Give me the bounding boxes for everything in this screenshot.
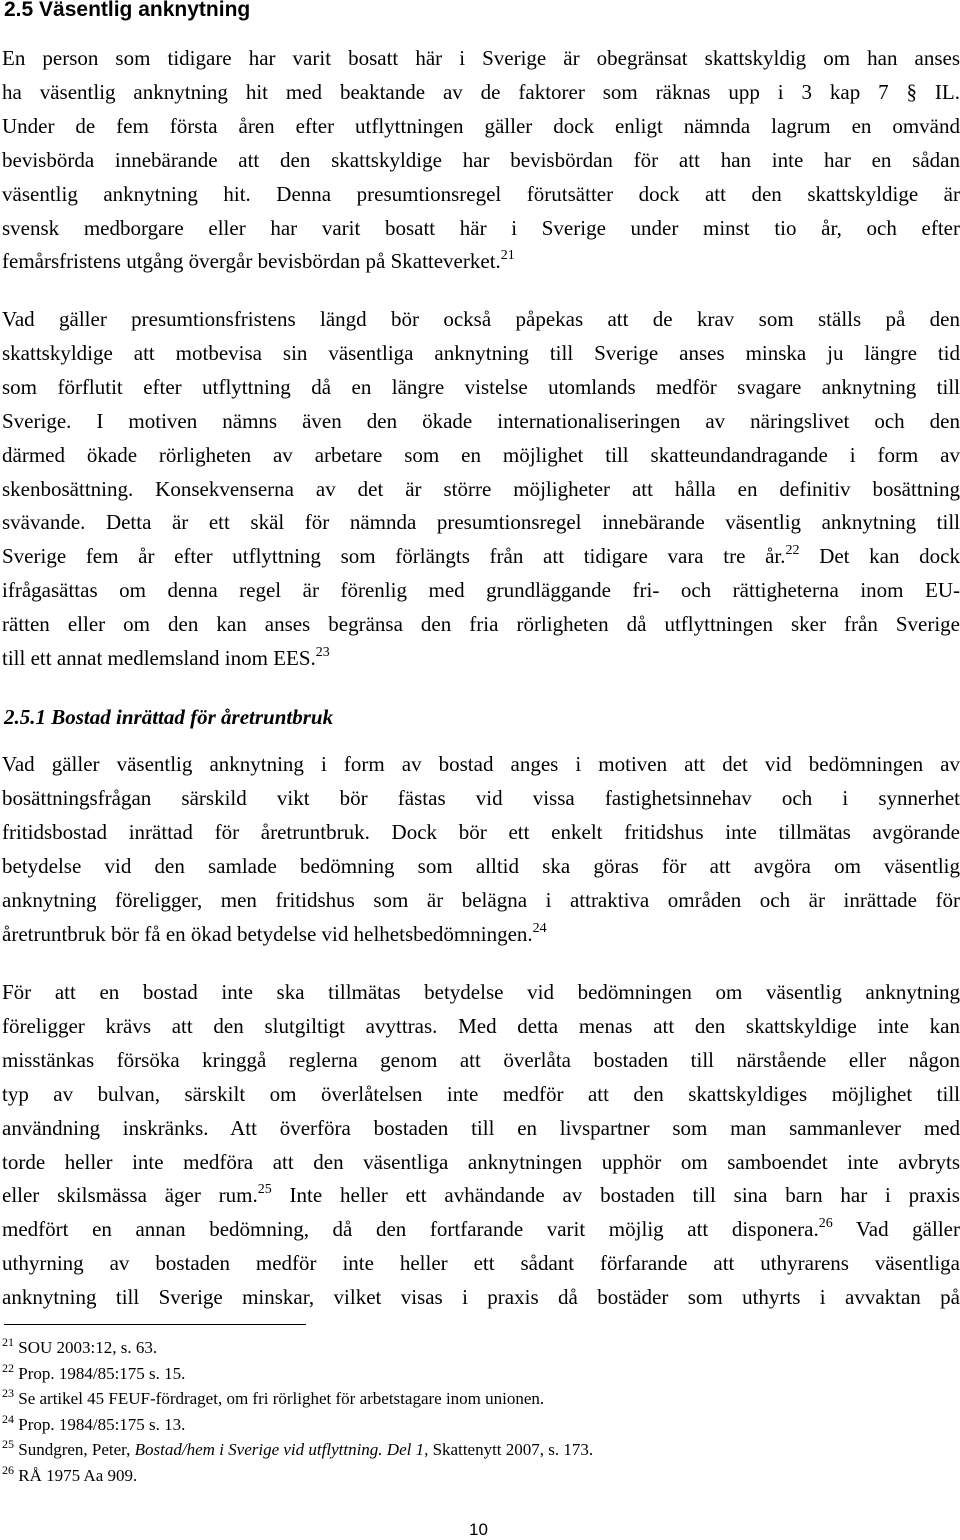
paragraph-line: ifrågasättas om denna regel är förenlig med grundläggande fri- och rättigheterna inom EU- (2, 578, 960, 603)
paragraph-line (2, 1213, 960, 1247)
paragraph-line: uthyrning av bostaden medför inte heller ett sådant förfarande att uthyrarens väsentliga (2, 1251, 960, 1276)
paragraph-line: som förflutit efter utflyttning då en längre vistelse utomlands medför svagare anknytning till (2, 374, 960, 399)
paragraph-line: misstänkas försöka kringgå reglerna genom att överlåta bostaden till närstående eller någon (2, 1047, 960, 1072)
footnote-ref[interactable]: 23 (315, 645, 330, 661)
paragraph-line: Sverige. I motiven nämns även den ökade internationaliseringen av näringslivet och den (2, 408, 960, 433)
paragraph-line: bevisbörda innebärande att den skattskyldige har bevisbördan för att han inte har en sådan (2, 147, 960, 172)
paragraph-line: bosättningsfrågan särskild vikt bör fästas vid vissa fastighetsinnehav och i synnerhet (2, 785, 960, 810)
footnote-text: Se artikel 45 FEUF-fördraget, om fri rörlighet för arbetstagare inom unionen. (18, 1389, 545, 1408)
line-text: Inte heller ett avhändande av bostaden till sina barn har i praxis (271, 1183, 960, 1208)
paragraph-line: ha väsentlig anknytning hit med beaktande av de faktorer som räknas upp i 3 kap 7 § IL. (2, 79, 960, 104)
paragraph-line: svävande. Detta är ett skäl för nämnda presumtionsregel innebärande väsentlig anknytning till (2, 510, 960, 535)
footnote-number: 22 (2, 1360, 14, 1375)
paragraph-line: användning inskränks. Att överföra bostaden till en livspartner som man sammanlever med (2, 1115, 960, 1140)
paragraph-line (2, 245, 960, 279)
paragraph-line: väsentlig anknytning hit. Denna presumtionsregel förutsätter dock att den skattskyldige är (2, 181, 960, 206)
paragraph-line: Under de fem första åren efter utflyttningen gäller dock enligt nämnda lagrum en omvänd (2, 113, 960, 138)
line-text: eller skilsmässa äger rum. (2, 1183, 258, 1208)
footnote-ref[interactable]: 25 (257, 1182, 272, 1198)
paragraph-line: skattskyldige att motbevisa sin väsentliga anknytning till Sverige anses minska ju längre tid (2, 340, 960, 365)
line-text: till ett annat medlemsland inom EES. (2, 646, 316, 671)
line-text: åretruntbruk bör få en ökad betydelse vid helhetsbedömningen. (2, 921, 533, 946)
footnote (2, 1437, 593, 1463)
footnote-number: 24 (2, 1411, 14, 1426)
footnote-text: RÅ 1975 Aa 909. (18, 1465, 138, 1485)
paragraph-line: typ av bulvan, särskilt om överlåtelsen inte medför att den skattskyldiges möjlighet till (2, 1081, 960, 1106)
paragraph-line: rätten eller om den kan anses begränsa den fria rörligheten då utflyttningen sker från Sverige (2, 612, 960, 637)
footnote (2, 1386, 593, 1412)
line-text: Sverige fem år efter utflyttning som förlängts från att tidigare vara tre år. (2, 544, 786, 569)
paragraph-line: föreligger krävs att den slutgiltigt avyttras. Med detta menas att den skattskyldige inte kan (2, 1013, 960, 1038)
paragraph-line: En person som tidigare har varit bosatt här i Sverige är obegränsat skattskyldig om han anses (2, 46, 960, 70)
footnote-ref[interactable]: 26 (818, 1216, 833, 1232)
footnote-separator (4, 1324, 306, 1325)
paragraph-line: Vad gäller presumtionsfristens längd bör också påpekas att de krav som ställs på den (2, 307, 960, 331)
footnote-ref[interactable]: 22 (785, 543, 800, 559)
footnote-number: 26 (2, 1462, 14, 1477)
section-heading: 2.5 Väsentlig anknytning (4, 0, 251, 21)
footnote (2, 1335, 593, 1361)
paragraph-line: För att en bostad inte ska tillmätas betydelse vid bedömningen om väsentlig anknytning (2, 980, 960, 1004)
footnote (2, 1463, 593, 1489)
footnote-title: Bostad/hem i Sverige vid utflyttning. Del 1 (134, 1440, 425, 1459)
footnote-text: SOU 2003:12, s. 63. (18, 1338, 158, 1357)
paragraph-line: svensk medborgare eller har varit bosatt här i Sverige under minst tio år, och efter (2, 215, 960, 240)
footnote-text: Prop. 1984/85:175 s. 13. (18, 1414, 186, 1434)
paragraph-line: betydelse vid den samlade bedömning som alltid ska göras för att avgöra om väsentlig (2, 853, 960, 878)
paragraph-line (2, 642, 960, 676)
paragraph-4 (2, 976, 960, 1315)
footnote-ref[interactable]: 24 (532, 920, 547, 936)
footnote-number: 25 (2, 1437, 14, 1451)
paragraph-3 (2, 748, 960, 951)
line-text: medfört en annan bedömning, då den fortfarande varit möjlig att disponera. (2, 1217, 819, 1242)
page-number: 10 (469, 1520, 488, 1539)
footnote-text: Sundgren, Peter, (18, 1440, 135, 1459)
footnote-text: , Skattenytt 2007, s. 173. (424, 1440, 594, 1459)
paragraph-line: fritidsbostad inrättad för åretruntbruk. Dock bör ett enkelt fritidshus inte tillmätas avgörande (2, 819, 960, 844)
paragraph-line: torde heller inte medföra att den väsentliga anknytningen upphör om samboendet inte avbryts (2, 1149, 960, 1174)
paragraph-1 (2, 42, 960, 279)
subsection-heading: 2.5.1 Bostad inrättad för åretruntbruk (4, 705, 334, 729)
footnote-number: 21 (2, 1335, 14, 1349)
footnote-ref[interactable]: 21 (500, 248, 515, 264)
paragraph-2 (2, 303, 960, 676)
paragraph-line: Vad gäller väsentlig anknytning i form av bostad anges i motiven att det vid bedömningen av (2, 752, 960, 776)
line-text: femårsfristens utgång övergår bevisbördan på Skatteverket. (2, 249, 501, 274)
paragraph-line (2, 918, 960, 952)
paragraph-line: anknytning till Sverige minskar, vilket visas i praxis då bostäder som uthyrts i avvaktan på (2, 1285, 960, 1310)
line-text: Det kan dock (799, 544, 960, 569)
paragraph-line (2, 540, 960, 574)
footnotes (2, 1335, 593, 1488)
footnote (2, 1361, 593, 1387)
paragraph-line: anknytning föreligger, men fritidshus som är belägna i attraktiva områden och är inrättade för (2, 887, 960, 912)
paragraph-line: skenbosättning. Konsekvenserna av det är större möjligheter att hålla en definitiv bosättning (2, 476, 960, 501)
paragraph-line (2, 1179, 960, 1213)
footnote-text: Prop. 1984/85:175 s. 15. (18, 1363, 186, 1383)
footnote (2, 1412, 593, 1438)
footnote-number: 23 (2, 1386, 14, 1400)
paragraph-line: därmed ökade rörligheten av arbetare som en möjlighet till skatteundandragande i form av (2, 442, 960, 467)
line-text: Vad gäller (832, 1217, 960, 1242)
